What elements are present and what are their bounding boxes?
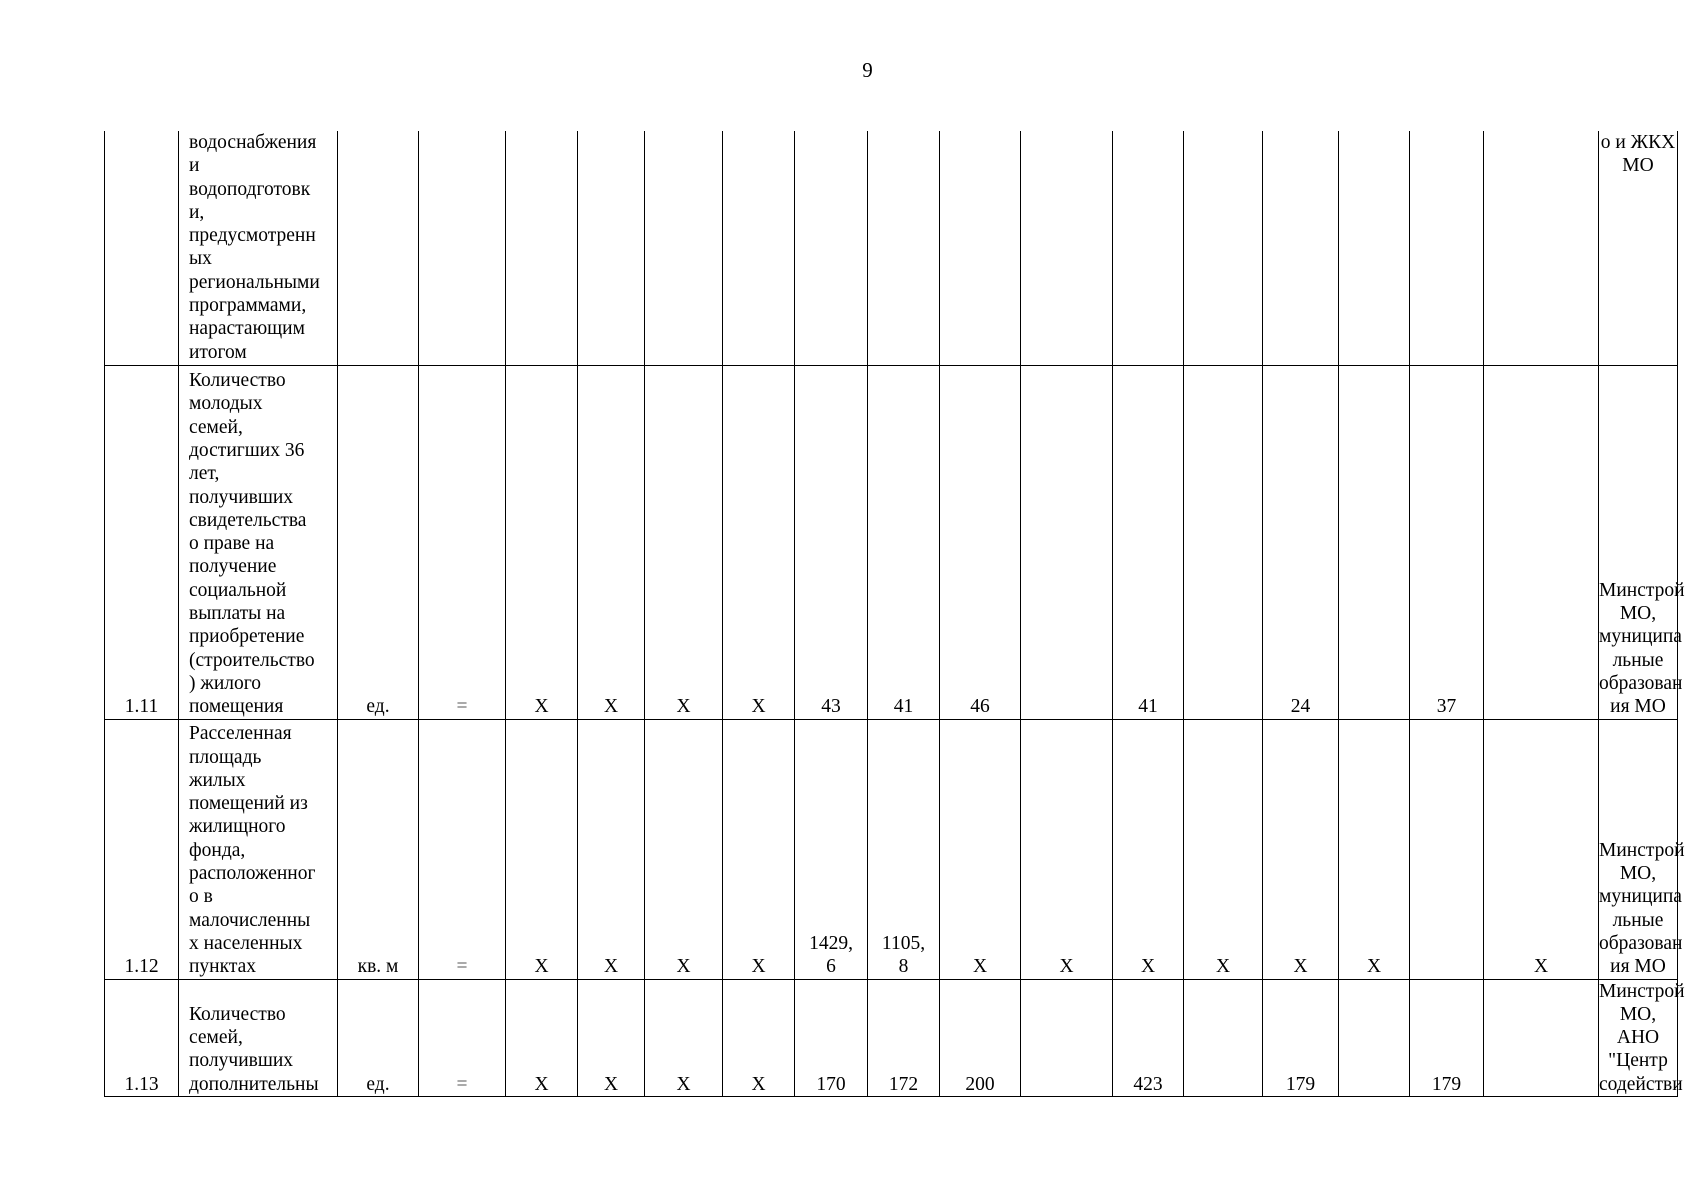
row-number: 1.13 [105,979,179,1096]
value-cell: X [506,979,578,1096]
value-cell: X [578,365,645,719]
value-cell: 46 [940,365,1021,719]
value-cell: 172 [868,979,940,1096]
value-cell: 43 [795,365,868,719]
sign-cell: = [419,719,506,979]
value-cell: 1429, 6 [795,719,868,979]
value-cell: X [723,979,795,1096]
value-cell [645,131,723,365]
indicator-name: Количество семей, получивших дополнительны [179,979,338,1096]
table-row [105,131,1678,365]
responsible-cell: Минстрой МО, АНО "Центр содействи [1599,980,1685,1095]
value-cell [1113,131,1184,365]
value-cell: 1105, 8 [868,719,940,979]
value-cell: X [1184,719,1263,979]
value-cell [1484,131,1599,365]
value-cell [723,131,795,365]
value-cell: X [578,979,645,1096]
value-cell: X [645,365,723,719]
value-cell: X [940,719,1021,979]
value-cell: X [645,979,723,1096]
indicator-name: Количество молодых семей, достигших 36 лет, получивших свидетельства о праве на получение социальной выплаты на приобретение (строительство ) жилого помещения [179,365,338,719]
value-cell: X [1484,719,1599,979]
sign-cell: = [419,979,506,1096]
value-cell: 179 [1263,979,1339,1096]
sign-cell: = [419,365,506,719]
value-cell [578,131,645,365]
value-cell [1021,131,1113,365]
value-cell [1184,131,1263,365]
indicator-name: водоснабжения и водоподготовк и, предусмотренн ых региональными программами, нарастающим итогом [179,131,338,365]
unit-cell: кв. м [338,719,419,979]
value-cell: X [645,719,723,979]
unit-cell: ед. [338,365,419,719]
value-cell [1184,979,1263,1096]
value-cell: X [723,719,795,979]
value-cell [506,131,578,365]
value-cell: X [1021,719,1113,979]
value-cell [795,131,868,365]
value-cell: X [723,365,795,719]
value-cell [1484,979,1599,1096]
row-number: 1.12 [105,719,179,979]
value-cell: 37 [1410,365,1484,719]
value-cell: 200 [940,979,1021,1096]
value-cell: 179 [1410,979,1484,1096]
page-number: 9 [862,58,873,82]
value-cell [1184,365,1263,719]
value-cell [1339,131,1410,365]
value-cell: X [1339,719,1410,979]
table-row [105,979,1678,1096]
value-cell [1339,979,1410,1096]
unit-cell [338,131,419,365]
value-cell [1021,365,1113,719]
value-cell [1484,365,1599,719]
responsible-cell: Минстрой МО, муниципа льные образован ия МО [1599,719,1678,979]
value-cell: X [1113,719,1184,979]
value-cell: 41 [868,365,940,719]
value-cell [1410,719,1484,979]
row-number [105,131,179,365]
unit-cell: ед. [338,979,419,1096]
responsible-cell: Минстрой МО, муниципа льные образован ия МО [1599,365,1678,719]
value-cell [1410,131,1484,365]
table-row [105,719,1678,979]
value-cell: X [578,719,645,979]
value-cell [1021,979,1113,1096]
value-cell: X [506,719,578,979]
value-cell [868,131,940,365]
table-row [105,365,1678,719]
value-cell: 24 [1263,365,1339,719]
indicator-name: Расселенная площадь жилых помещений из жилищного фонда, расположенног о в малочисленны х населенных пунктах [179,719,338,979]
sign-cell [419,131,506,365]
responsible-cell: о и ЖКХ МО [1599,131,1678,365]
value-cell: 41 [1113,365,1184,719]
value-cell: 423 [1113,979,1184,1096]
value-cell: 170 [795,979,868,1096]
row-number: 1.11 [105,365,179,719]
value-cell [940,131,1021,365]
value-cell: X [1263,719,1339,979]
indicators-table [104,131,1685,1097]
value-cell [1263,131,1339,365]
value-cell: X [506,365,578,719]
value-cell [1339,365,1410,719]
